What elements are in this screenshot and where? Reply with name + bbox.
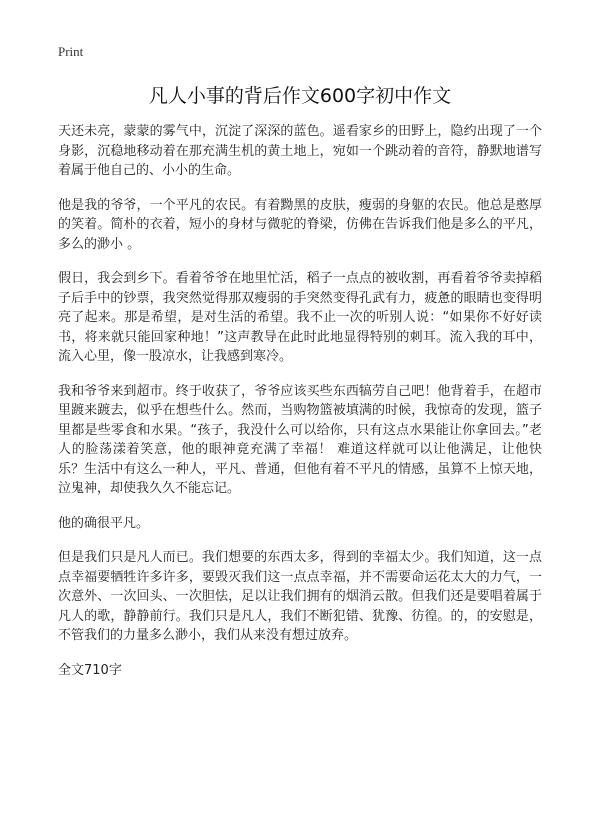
page-title: 凡人小事的背后作文600字初中作文 — [148, 85, 452, 107]
paragraph: 假日，我会到乡下。看着爷爷在地里忙活，稻子一点点的被收割，再看着爷爷卖掉稻子后手中的钞票，我突然觉得那双瘦弱的手突然变得孔武有力，疲惫的眼睛也变得明亮了起来。那是希望，是对生活的希望。我不止一次的听别人说：“如果你不好好读书，将来就只能回家种地！”这声教导在此时此地显得特别的刺耳。流入我的耳中，流入心里，像一股凉水，让我感到寒冷。 — [58, 271, 542, 364]
paragraph: 但是我们只是凡人而已。我们想要的东西太多，得到的幸福太少。我们知道，这一点点幸福要牺牲许多许多，要毁灭我们这一点点幸福，并不需要命运花太大的力气，一次意外、一次回头、一次胆怯，足以让我们拥有的烟消云散。但我们还是要唱着属于凡人的歌，静静前行。我们只是凡人，我们不断犯错、犹豫、彷徨。的，的安慰是，不管我们的力量多么渺小，我们从来没有想过放弃。 — [58, 550, 542, 643]
article-body — [58, 122, 542, 680]
print-link[interactable]: Print — [58, 44, 84, 59]
word-count: 全文710字 — [58, 662, 122, 678]
paragraph: 他的确很平凡。 — [58, 515, 150, 531]
paragraph: 我和爷爷来到超市。终于收获了，爷爷应该买些东西犒劳自己吧！他背着手，在超市里踱来踱去，似乎在想些什么。然而，当购物篮被填满的时候，我惊奇的发现，篮子里都是些零食和水果。“孩子，我没什么可以给你，只有这点水果能让你拿回去。”老人的脸荡漾着笑意，他的眼神竟充满了幸福！ 难道这样就可以让他满足，让他快乐？生活中有这么一种人，平凡、普通，但他有着不平凡的情感，虽算不上惊天地，泣鬼神，却使我久久不能忘记。 — [58, 383, 542, 496]
paragraph: 他是我的爷爷，一个平凡的农民。有着黝黑的皮肤，瘦弱的身躯的农民。他总是憨厚的笑着。简朴的衣着，短小的身材与微驼的脊梁，仿佛在告诉我们他是多么的平凡，多么的渺小 。 — [58, 197, 542, 252]
paragraph: 天还未亮，蒙蒙的雾气中，沉淀了深深的蓝色。遥看家乡的田野上，隐约出现了一个身影，沉稳地移动着在那充满生机的黄土地上，宛如一个跳动着的音符，静默地谱写着属于他自己的、小小的生命。 — [58, 124, 542, 178]
